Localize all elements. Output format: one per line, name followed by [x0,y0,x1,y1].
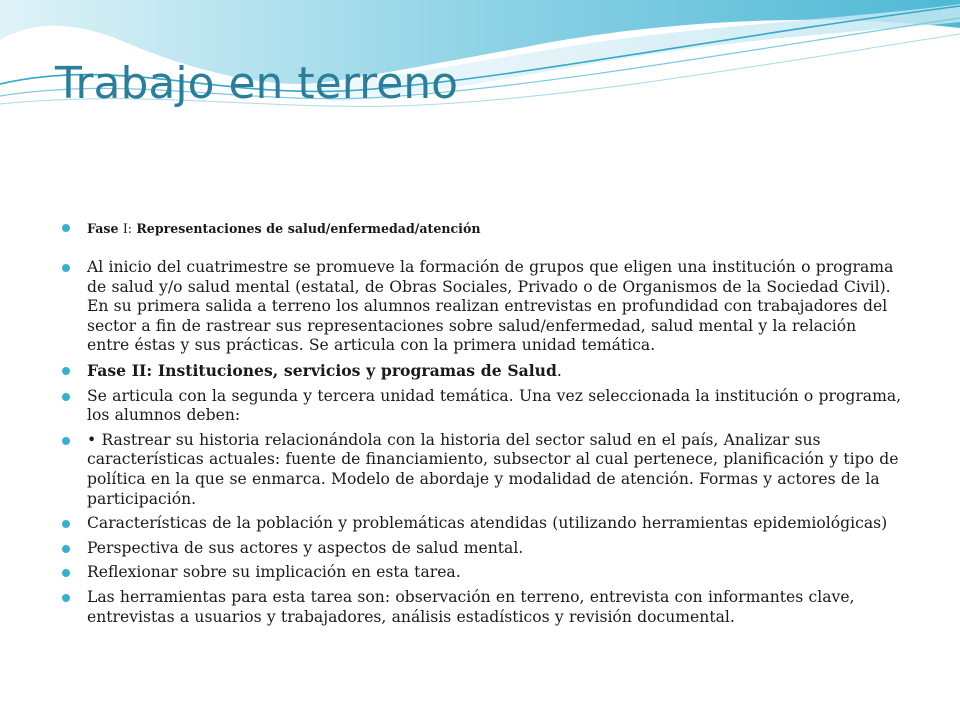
phase-title: Fase II: Instituciones, servicios y programas de Salud [87,360,557,380]
bullet-item [62,258,902,356]
bullet-text: Al inicio del cuatrimestre se promueve la formación de grupos que eligen una institución o programa de salud y/o salud mental (estatal, de Obras Sociales, Privado o de Organismos de la Sociedad Civil). En su primera salida a terreno los alumnos realizan entrevistas en profundidad con trabajadores del sector a fin de rastrear sus representaciones sobre salud/enfermedad, salud mental y la relación entre éstas y sus prácticas. Se articula con la primera unidad temática. [87,258,894,355]
bullet-item [62,361,902,382]
bullet-dot-icon [62,594,70,602]
bullet-dot-icon [62,545,70,553]
bullet-item [62,387,902,426]
bullet-item [62,431,902,509]
bullet-text: Se articula con la segunda y tercera unidad temática. Una vez seleccionada la institución o programa, los alumnos deben: [87,386,902,425]
bullet-list [62,220,902,632]
phase-title: Representaciones de salud/enfermedad/atención [136,221,481,236]
bullet-item [62,220,902,237]
bullet-dot-icon [62,224,70,232]
bullet-dot-icon [62,520,70,528]
bullet-text: Reflexionar sobre su implicación en esta tarea. [87,563,461,582]
bullet-item [62,563,902,583]
phase-label: Fase [87,221,119,236]
slide-title: Trabajo en terreno [55,58,459,109]
bullet-dot-icon [62,264,70,272]
bullet-dot-icon [62,569,70,577]
bullet-text: Perspectiva de sus actores y aspectos de salud mental. [87,538,524,557]
bullet-item [62,539,902,559]
bullet-text: Las herramientas para esta tarea son: observación en terreno, entrevista con informantes clave, entrevistas a usuarios y trabajadores, análisis estadísticos y revisión documental. [87,587,855,626]
bullet-dot-icon [62,367,70,375]
bullet-item [62,514,902,534]
bullet-text: Características de la población y problemáticas atendidas (utilizando herramientas epidemiológicas) [87,514,888,533]
phase-suffix: . [556,361,562,380]
phase-number: I: [118,221,137,236]
bullet-dot-icon [62,393,70,401]
bullet-text: • Rastrear su historia relacionándola con la historia del sector salud en el país, Analizar sus características actuales: fuente de financiamiento, subsector al cual pertenece, planificación y tipo de política en la que se enmarca. Modelo de abordaje y modalidad de atención. Formas y actores de la participación. [87,430,899,508]
bullet-dot-icon [62,437,70,445]
bullet-item [62,588,902,627]
